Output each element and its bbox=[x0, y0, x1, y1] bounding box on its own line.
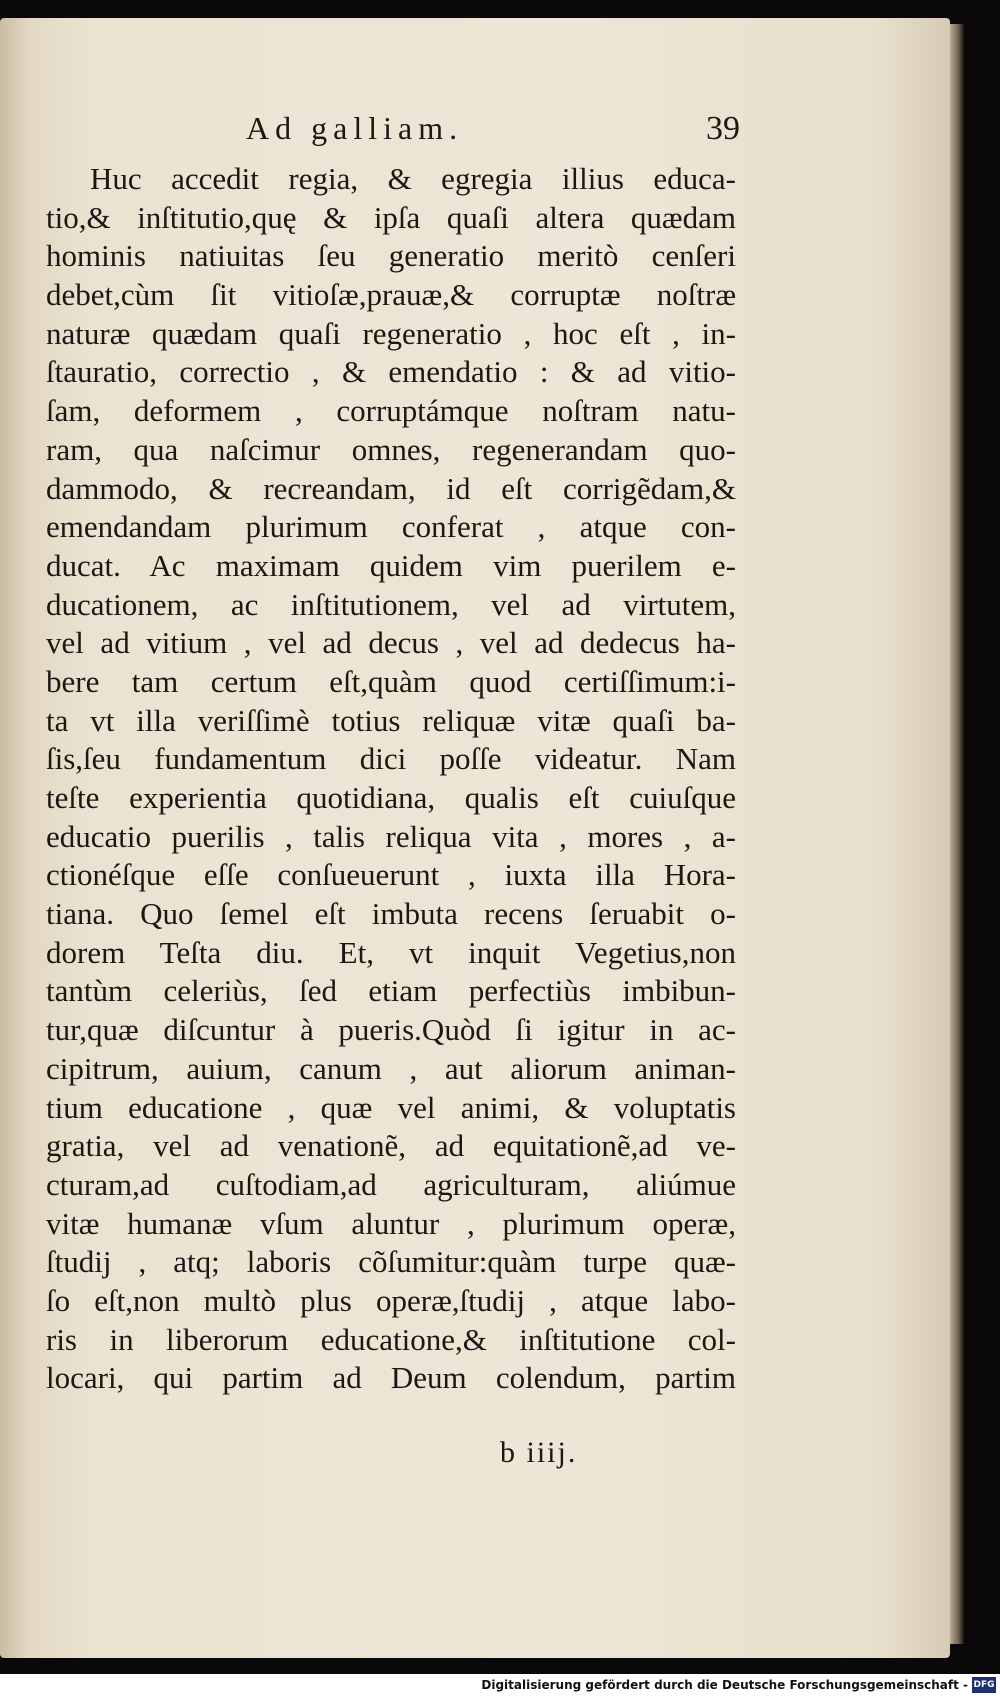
text-line: tantùm celeriùs, ſed etiam perfectiùs imbibun- bbox=[46, 973, 736, 1009]
body-text bbox=[46, 160, 736, 1398]
text-line: cipitrum, auium, canum , aut aliorum animan- bbox=[46, 1050, 736, 1086]
text-line: ſo eſt,non multò plus operæ,ſtudij , atque labo- bbox=[46, 1282, 736, 1318]
text-line: Huc accedit regia, & egregia illius educa- bbox=[90, 161, 736, 196]
text-line: teſte experientia quotidiana, qualis eſt cuiuſque bbox=[46, 780, 736, 815]
text-line: vel ad vitium , vel ad decus , vel ad dedecus ha- bbox=[46, 625, 736, 661]
text-line: bere tam certum eſt,quàm quod certiſſimum:i- bbox=[46, 663, 736, 699]
digitization-footer bbox=[0, 1674, 1000, 1698]
text-line: educatio puerilis , talis reliqua vita , mores , a- bbox=[46, 818, 736, 854]
text-line: ſis,ſeu fundamentum dici poſſe videatur. Nam bbox=[46, 741, 736, 777]
page-header bbox=[240, 110, 740, 154]
book-page bbox=[0, 18, 950, 1658]
text-line: hominis natiuitas ſeu generatio meritò cenſeri bbox=[46, 238, 736, 274]
text-line: ducationem, ac inſtitutionem, vel ad virtutem, bbox=[46, 586, 736, 622]
text-line: tiana. Quo ſemel eſt imbuta recens ſeruabit o- bbox=[46, 896, 736, 932]
text-line: cturam,ad cuſtodiam,ad agriculturam, aliúmue bbox=[46, 1166, 736, 1202]
funding-credit: Digitalisierung gefördert durch die Deutsche Forschungsgemeinschaft - bbox=[481, 1678, 968, 1692]
text-line: tur,quæ diſcuntur à pueris.Quòd ſi igitur in ac- bbox=[46, 1012, 736, 1048]
text-line: emendandam plurimum conferat , atque con- bbox=[46, 509, 736, 545]
text-line: dammodo, & recreandam, id eſt corrigẽdam,& bbox=[46, 470, 736, 506]
text-line: tium educatione , quæ vel animi, & voluptatis bbox=[46, 1089, 736, 1125]
text-line: ſam, deformem , corruptámque noſtram natu- bbox=[46, 393, 736, 429]
signature-mark: b iiij. bbox=[500, 1436, 578, 1469]
text-line: ſtauratio, correctio , & emendatio : & ad vitio- bbox=[46, 354, 736, 390]
page-number: 39 bbox=[706, 110, 740, 147]
text-line: dorem Teſta diu. Et, vt inquit Vegetius,non bbox=[46, 934, 736, 970]
text-line: naturæ quædam quaſi regeneratio , hoc eſt , in- bbox=[46, 315, 736, 351]
text-line: ris in liberorum educatione,& inſtitutione col- bbox=[46, 1321, 736, 1357]
running-title: Ad galliam. bbox=[246, 110, 464, 146]
dfg-logo-icon: DFG bbox=[972, 1677, 996, 1693]
text-line: ta vt illa veriſſimè totius reliquæ vitæ quaſi ba- bbox=[46, 702, 736, 738]
text-line: vitæ humanæ vſum aluntur , plurimum operæ, bbox=[46, 1205, 736, 1241]
text-line: ſtudij , atq; laboris cõſumitur:quàm turpe quæ- bbox=[46, 1244, 736, 1280]
text-line: ctionéſque eſſe conſueuerunt , iuxta illa Hora- bbox=[46, 857, 736, 893]
text-line: gratia, vel ad venationẽ, ad equitationẽ,ad ve- bbox=[46, 1128, 736, 1164]
text-line: ducat. Ac maximam quidem vim puerilem e- bbox=[46, 547, 736, 583]
text-line: locari, qui partim ad Deum colendum, partim bbox=[46, 1360, 736, 1396]
text-line: tio,& inſtitutio,quę & ipſa quaſi altera quædam bbox=[46, 199, 736, 235]
text-line: debet,cùm ſit vitioſæ,prauæ,& corruptæ noſtræ bbox=[46, 277, 736, 313]
text-line: ram, qua naſcimur omnes, regenerandam quo- bbox=[46, 431, 736, 467]
